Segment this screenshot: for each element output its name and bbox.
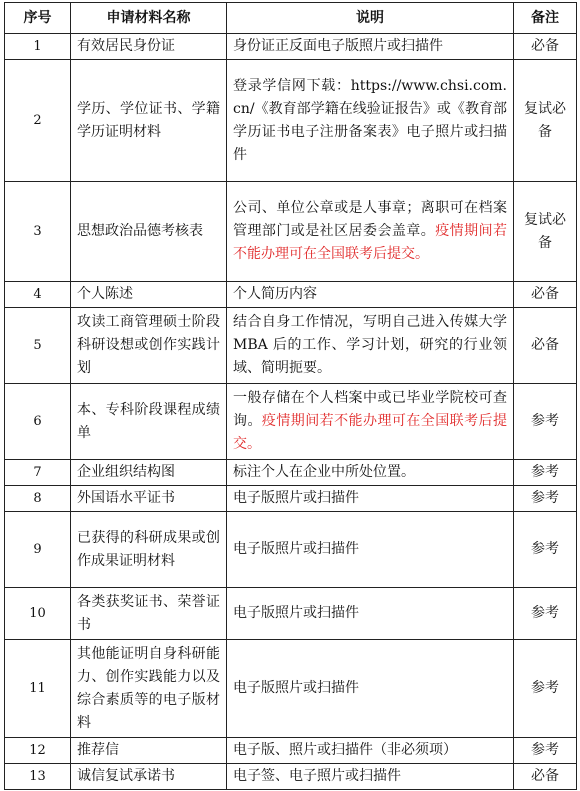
row-desc-text: 结合自身工作情况，写明自己进入传媒大学 MBA 后的工作、学习计划，研究的行业领域、简明扼要。 [233, 314, 507, 376]
row-name: 本、专科阶段课程成绩单 [71, 384, 227, 460]
row-desc-highlight: 疫情期间若不能办理可在全国联考后提交。 [233, 413, 508, 452]
row-no: 5 [5, 308, 71, 384]
table-row [5, 282, 577, 308]
row-name: 学历、学位证书、学籍学历证明材料 [71, 60, 227, 182]
row-desc-text: 电子版照片或扫描件 [233, 680, 359, 696]
row-name: 企业组织结构图 [71, 460, 227, 486]
row-no: 7 [5, 460, 71, 486]
row-name: 有效居民身份证 [71, 34, 227, 60]
row-no: 2 [5, 60, 71, 182]
row-desc [227, 588, 514, 640]
row-name: 诚信复试承诺书 [71, 764, 227, 790]
row-no: 3 [5, 182, 71, 282]
row-desc [227, 384, 514, 460]
header-desc: 说明 [227, 3, 514, 34]
row-desc-text: 一般存储在个人档案中或已毕业学院校可查询。 [233, 390, 507, 429]
row-desc [227, 764, 514, 790]
row-note: 参考 [514, 486, 577, 512]
table-row [5, 460, 577, 486]
row-name: 各类获奖证书、荣誉证书 [71, 588, 227, 640]
row-note: 参考 [514, 588, 577, 640]
header-no: 序号 [5, 3, 71, 34]
row-desc [227, 282, 514, 308]
row-desc [227, 640, 514, 738]
row-desc-text: 电子版、照片或扫描件（非必须项） [233, 742, 457, 758]
row-no: 9 [5, 512, 71, 588]
row-note: 参考 [514, 640, 577, 738]
row-name: 其他能证明自身科研能力、创作实践能力以及综合素质等的电子版材料 [71, 640, 227, 738]
row-desc-text: 电子版照片或扫描件 [233, 490, 359, 506]
row-desc-text: 标注个人在企业中所处位置。 [233, 464, 415, 480]
table-row [5, 384, 577, 460]
header-note: 备注 [514, 3, 577, 34]
row-name: 已获得的科研成果或创作成果证明材料 [71, 512, 227, 588]
table-row [5, 764, 577, 790]
row-desc-text: 公司、单位公章或是人事章；离职可在档案管理部门或是社区居委会盖章。 [233, 200, 507, 239]
row-no: 10 [5, 588, 71, 640]
row-desc-text: 个人简历内容 [233, 286, 317, 302]
row-desc [227, 486, 514, 512]
row-no: 6 [5, 384, 71, 460]
row-note: 复试必备 [514, 60, 577, 182]
row-desc [227, 512, 514, 588]
row-name: 外国语水平证书 [71, 486, 227, 512]
row-desc [227, 182, 514, 282]
materials-table [4, 2, 577, 790]
row-no: 1 [5, 34, 71, 60]
row-note: 参考 [514, 460, 577, 486]
table-row [5, 640, 577, 738]
row-desc-text: 电子版照片或扫描件 [233, 605, 359, 621]
row-note: 必备 [514, 308, 577, 384]
table-row [5, 738, 577, 764]
row-name: 推荐信 [71, 738, 227, 764]
row-note: 参考 [514, 384, 577, 460]
row-no: 11 [5, 640, 71, 738]
row-name: 个人陈述 [71, 282, 227, 308]
row-no: 8 [5, 486, 71, 512]
row-desc [227, 308, 514, 384]
header-name: 申请材料名称 [71, 3, 227, 34]
row-desc [227, 34, 514, 60]
table-row [5, 308, 577, 384]
row-note: 参考 [514, 512, 577, 588]
row-desc-text: 电子签、电子照片或扫描件 [233, 768, 401, 784]
row-no: 12 [5, 738, 71, 764]
row-note: 必备 [514, 34, 577, 60]
row-note: 复试必备 [514, 182, 577, 282]
row-desc-text: 身份证正反面电子版照片或扫描件 [233, 38, 443, 54]
row-name: 思想政治品德考核表 [71, 182, 227, 282]
row-desc-text: 电子版照片或扫描件 [233, 541, 359, 557]
row-no: 4 [5, 282, 71, 308]
row-name: 攻读工商管理硕士阶段科研设想或创作实践计划 [71, 308, 227, 384]
table-row [5, 512, 577, 588]
row-note: 参考 [514, 738, 577, 764]
header-row [5, 3, 577, 34]
row-desc [227, 738, 514, 764]
row-note: 必备 [514, 282, 577, 308]
row-no: 13 [5, 764, 71, 790]
row-desc-highlight: 疫情期间若不能办理可在全国联考后提交。 [233, 223, 508, 262]
row-desc [227, 460, 514, 486]
row-desc-text: 登录学信网下载：https://www.chsi.com.cn/《教育部学籍在线验证报告》或《教育部学历证书电子注册备案表》电子照片或扫描件 [233, 77, 507, 163]
row-note: 必备 [514, 764, 577, 790]
table-row [5, 182, 577, 282]
table-row [5, 60, 577, 182]
table-row [5, 34, 577, 60]
table-row [5, 486, 577, 512]
row-desc [227, 60, 514, 182]
table-row [5, 588, 577, 640]
